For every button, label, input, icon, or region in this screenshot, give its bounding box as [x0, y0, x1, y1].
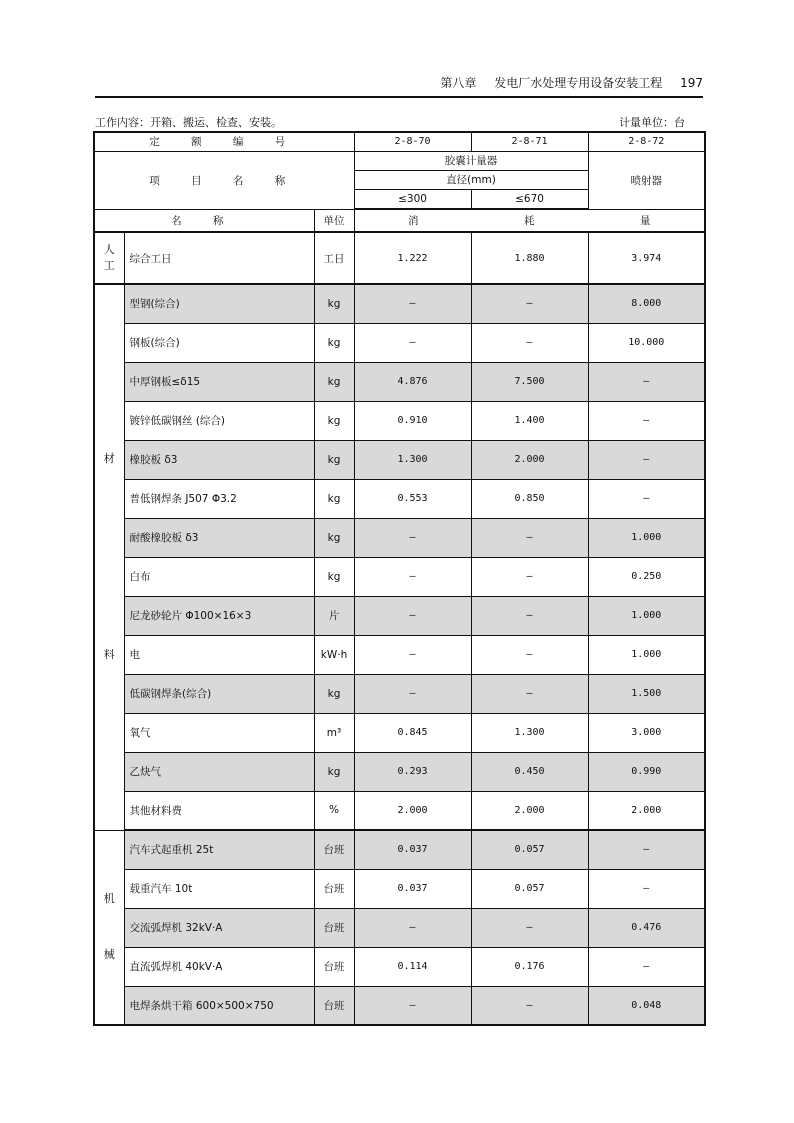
item-unit: kg [314, 674, 354, 713]
code-2-8-72: 2-8-72 [588, 132, 705, 151]
item-name: 尼龙砂轮片 Φ100×16×3 [124, 596, 314, 635]
capsule-meter-label: 胶囊计量器 [354, 151, 588, 170]
materials-row [94, 323, 705, 362]
labor-category-char: 人 [103, 243, 115, 256]
chapter-number: 第八章 [440, 76, 477, 90]
materials-row [94, 518, 705, 557]
item-value: 1.000 [588, 518, 705, 557]
item-value: — [471, 323, 588, 362]
column-unit: 单位 [314, 209, 354, 232]
item-name: 其他材料费 [124, 791, 314, 830]
item-value: 0.037 [354, 830, 471, 869]
item-unit: kg [314, 518, 354, 557]
item-value: — [471, 674, 588, 713]
item-value: 0.037 [354, 869, 471, 908]
item-unit: kg [314, 323, 354, 362]
chapter-title [426, 74, 703, 91]
materials-row [94, 557, 705, 596]
item-value: — [588, 947, 705, 986]
item-value: — [588, 440, 705, 479]
running-head [95, 68, 703, 98]
work-content: 工作内容：开箱、搬运、检查、安装。 [95, 116, 282, 129]
item-value: 2.000 [354, 791, 471, 830]
item-value: 0.476 [588, 908, 705, 947]
sprayer-label: 喷射器 [588, 151, 705, 209]
machinery-row [94, 986, 705, 1025]
materials-row [94, 596, 705, 635]
item-unit: m³ [314, 713, 354, 752]
item-name: 橡胶板 δ3 [124, 440, 314, 479]
item-value: 8.000 [588, 284, 705, 323]
item-value: — [588, 401, 705, 440]
work-content-line [95, 114, 703, 130]
item-unit: kg [314, 557, 354, 596]
item-value: — [588, 830, 705, 869]
item-value: 3.974 [588, 232, 705, 284]
item-value: — [588, 479, 705, 518]
item-value: 0.850 [471, 479, 588, 518]
materials-row [94, 479, 705, 518]
code-2-8-70: 2-8-70 [354, 132, 471, 151]
item-unit: kg [314, 362, 354, 401]
size-670: ≤670 [471, 189, 588, 209]
item-name: 电焊条烘干箱 600×500×750 [124, 986, 314, 1025]
item-unit: kW·h [314, 635, 354, 674]
item-value: 1.300 [354, 440, 471, 479]
item-value: 2.000 [471, 791, 588, 830]
item-value: 0.048 [588, 986, 705, 1025]
item-value: 7.500 [471, 362, 588, 401]
item-name-label: 项 目 名 称 [94, 151, 354, 209]
item-value: — [354, 518, 471, 557]
machinery-row [94, 869, 705, 908]
item-value: 0.450 [471, 752, 588, 791]
item-unit: % [314, 791, 354, 830]
materials-row [94, 674, 705, 713]
diameter-label: 直径(mm) [354, 170, 588, 189]
item-name: 汽车式起重机 25t [124, 830, 314, 869]
materials-row [94, 440, 705, 479]
materials-row [94, 362, 705, 401]
consume-char-3: 量 [640, 215, 651, 227]
item-value: 1.000 [588, 596, 705, 635]
item-unit: 台班 [314, 986, 354, 1025]
item-value: — [354, 674, 471, 713]
item-value: — [471, 986, 588, 1025]
item-value: — [354, 635, 471, 674]
materials-category-char: 料 [103, 648, 115, 662]
item-value: 1.500 [588, 674, 705, 713]
item-unit: kg [314, 752, 354, 791]
item-value: 10.000 [588, 323, 705, 362]
item-name: 钢板(综合) [124, 323, 314, 362]
item-unit: 台班 [314, 830, 354, 869]
item-name: 交流弧焊机 32kV·A [124, 908, 314, 947]
item-value: — [471, 518, 588, 557]
item-name: 普低钢焊条 J507 Φ3.2 [124, 479, 314, 518]
machinery-category-char: 机 [103, 892, 115, 906]
item-name: 镀锌低碳钢丝 (综合) [124, 401, 314, 440]
item-value: 0.990 [588, 752, 705, 791]
materials-row [94, 791, 705, 830]
item-name: 耐酸橡胶板 δ3 [124, 518, 314, 557]
machinery-category [94, 830, 124, 1025]
unit-of-measure: 计量单位：台 [619, 116, 685, 129]
page-number: 197 [680, 76, 703, 90]
item-value: — [471, 596, 588, 635]
item-unit: 台班 [314, 947, 354, 986]
item-value: — [354, 908, 471, 947]
item-name: 直流弧焊机 40kV·A [124, 947, 314, 986]
item-value: — [471, 908, 588, 947]
item-value: 1.400 [471, 401, 588, 440]
item-name: 乙炔气 [124, 752, 314, 791]
materials-row [94, 401, 705, 440]
labor-row [94, 232, 705, 284]
item-unit: kg [314, 284, 354, 323]
item-value: 0.057 [471, 869, 588, 908]
machinery-row [94, 830, 705, 869]
item-name: 氧气 [124, 713, 314, 752]
item-value: 4.876 [354, 362, 471, 401]
materials-category [94, 284, 124, 830]
machinery-row [94, 908, 705, 947]
machinery-row [94, 947, 705, 986]
item-name: 综合工日 [124, 232, 314, 284]
materials-row [94, 635, 705, 674]
column-name: 名 称 [94, 209, 314, 232]
item-value: — [588, 362, 705, 401]
item-value: 0.057 [471, 830, 588, 869]
item-value: — [354, 557, 471, 596]
item-name: 电 [124, 635, 314, 674]
consume-char-1: 消 [408, 215, 419, 227]
size-300: ≤300 [354, 189, 471, 209]
item-unit: kg [314, 440, 354, 479]
item-value: — [471, 635, 588, 674]
code-2-8-71: 2-8-71 [471, 132, 588, 151]
column-consumption [354, 209, 705, 232]
item-value: 0.845 [354, 713, 471, 752]
item-name: 中厚钢板≤δ15 [124, 362, 314, 401]
item-value: — [471, 284, 588, 323]
machinery-category-char: 械 [103, 948, 115, 962]
quota-number-label: 定 额 编 号 [94, 132, 354, 151]
item-name: 载重汽车 10t [124, 869, 314, 908]
item-value: — [354, 284, 471, 323]
section-title: 发电厂水处理专用设备安装工程 [494, 76, 663, 90]
item-unit: 片 [314, 596, 354, 635]
item-unit: 工日 [314, 232, 354, 284]
item-value: 1.000 [588, 635, 705, 674]
item-value: 0.293 [354, 752, 471, 791]
quota-table [93, 131, 706, 1026]
item-value: — [354, 986, 471, 1025]
item-value: 0.910 [354, 401, 471, 440]
item-value: 0.176 [471, 947, 588, 986]
labor-category [94, 232, 124, 284]
item-value: 2.000 [471, 440, 588, 479]
item-value: 0.114 [354, 947, 471, 986]
materials-row [94, 284, 705, 323]
item-value: — [471, 557, 588, 596]
materials-category-char: 材 [103, 452, 115, 466]
item-name: 白布 [124, 557, 314, 596]
item-unit: kg [314, 479, 354, 518]
item-value: 0.553 [354, 479, 471, 518]
item-value: 1.300 [471, 713, 588, 752]
item-unit: kg [314, 401, 354, 440]
materials-row [94, 713, 705, 752]
item-value: 1.222 [354, 232, 471, 284]
item-unit: 台班 [314, 908, 354, 947]
item-value: — [588, 869, 705, 908]
item-value: 0.250 [588, 557, 705, 596]
item-value: — [354, 596, 471, 635]
consume-char-2: 耗 [524, 215, 535, 227]
item-value: — [354, 323, 471, 362]
item-value: 3.000 [588, 713, 705, 752]
item-name: 低碳钢焊条(综合) [124, 674, 314, 713]
materials-row [94, 752, 705, 791]
labor-category-char: 工 [103, 259, 115, 272]
item-value: 1.880 [471, 232, 588, 284]
item-value: 2.000 [588, 791, 705, 830]
item-unit: 台班 [314, 869, 354, 908]
item-name: 型钢(综合) [124, 284, 314, 323]
